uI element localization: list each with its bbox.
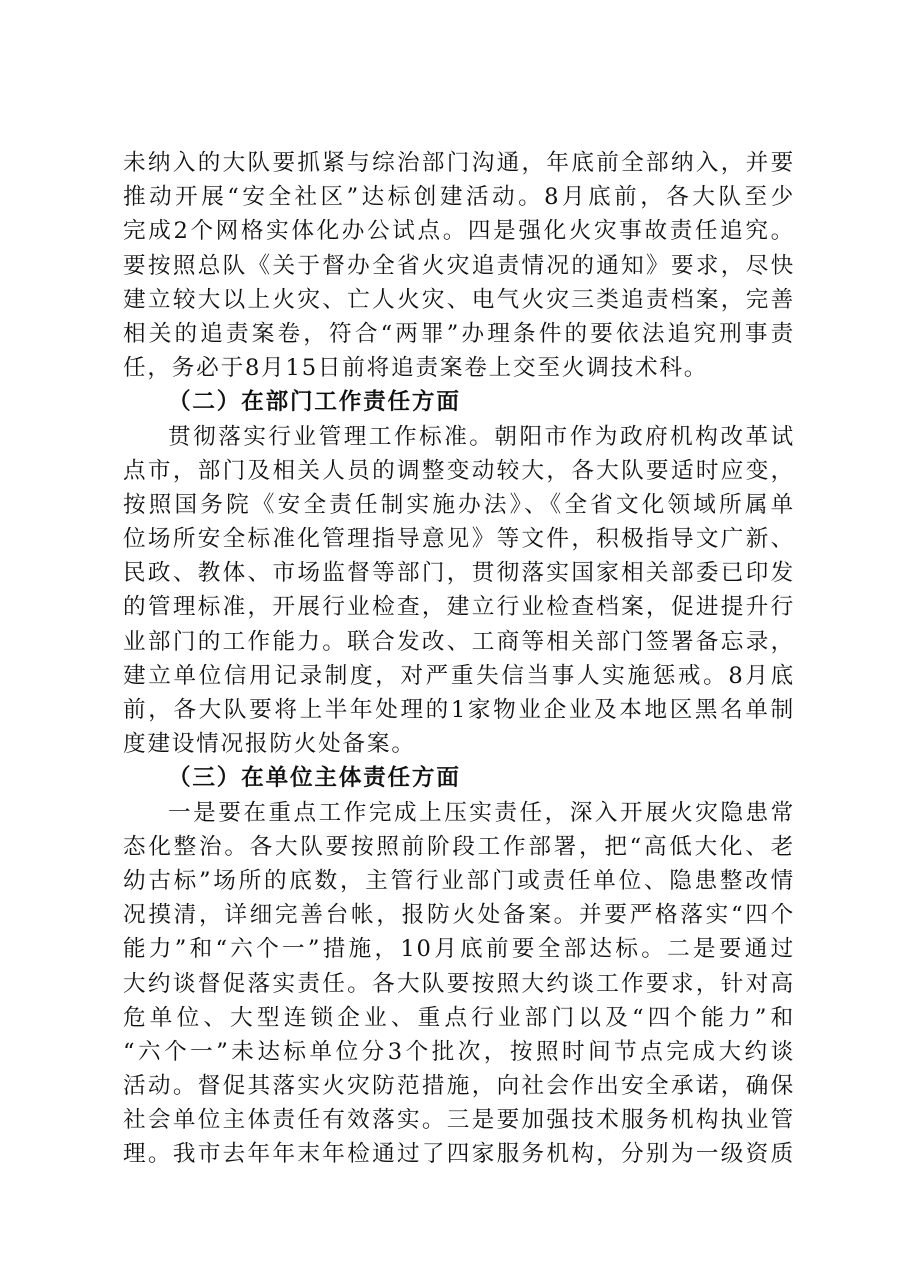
text-line: 建立单位信用记录制度，对严重失信当事人实施惩戒。8月底 — [123, 662, 795, 689]
text-line: 大约谈督促落实责任。各大队要按照大约谈工作要求，针对高 — [123, 970, 795, 997]
text-line: 任，务必于8月15日前将追责案卷上交至火调技术科。 — [123, 355, 709, 382]
text-line: 相关的追责案卷，符合“两罪”办理条件的要依法追究刑事责 — [123, 320, 795, 347]
text-line: 理。我市去年年末年检通过了四家服务机构，分别为一级资质 — [123, 1141, 795, 1168]
text-line: 推动开展“安全社区”达标创建活动。8月底前，各大队至少 — [123, 184, 795, 211]
paragraph-unit — [123, 796, 795, 1172]
text-line: 建立较大以上火灾、亡人火灾、电气火灾三类追责档案，完善 — [123, 286, 795, 313]
text-line: 前，各大队要将上半年处理的1家物业企业及本地区黑名单制 — [123, 697, 795, 723]
text-line: 危单位、大型连锁企业、重点行业部门以及“四个能力”和 — [123, 1004, 795, 1031]
text-line: 贯彻落实行业管理工作标准。朝阳市作为政府机构改革试 — [168, 423, 795, 450]
text-line: 一是要在重点工作完成上压实责任，深入开展火灾隐患常 — [168, 799, 795, 826]
text-line: 社会单位主体责任有效落实。三是要加强技术服务机构执业管 — [123, 1107, 795, 1134]
text-line: 业部门的工作能力。联合发改、工商等相关部门签署备忘录， — [123, 628, 795, 655]
text-line: 完成2个网格实体化办公试点。四是强化火灾事故责任追究。 — [123, 218, 795, 245]
text-line: 位场所安全标准化管理指导意见》等文件，积极指导文广新、 — [123, 526, 795, 553]
section-heading-3: （三）在单位主体责任方面 — [168, 765, 461, 792]
text-line: 民政、教体、市场监督等部门，贯彻落实国家相关部委已印发 — [123, 560, 795, 587]
text-line: 活动。督促其落实火灾防范措施，向社会作出安全承诺，确保 — [123, 1073, 795, 1100]
text-line: 按照国务院《安全责任制实施办法》、《全省文化领域所属单 — [123, 491, 795, 518]
paragraph-department — [123, 420, 795, 762]
text-line: 态化整治。各大队要按照前阶段工作部署，把“高低大化、老 — [123, 833, 795, 860]
text-line: “六个一”未达标单位分3个批次，按照时间节点完成大约谈 — [123, 1038, 795, 1065]
text-line: 要按照总队《关于督办全省火灾追责情况的通知》要求，尽快 — [123, 252, 795, 279]
text-line: 点市，部门及相关人员的调整变动较大，各大队要适时应变， — [123, 457, 795, 484]
text-line: 度建设情况报防火处备案。 — [123, 731, 416, 758]
text-line: 未纳入的大队要抓紧与综治部门沟通，年底前全部纳入，并要 — [123, 150, 795, 176]
text-line: 能力”和“六个一”措施，10月底前要全部达标。二是要通过 — [123, 936, 795, 963]
paragraph-continuation — [123, 146, 795, 385]
section-heading-2: （二）在部门工作责任方面 — [168, 389, 461, 416]
text-line: 况摸清，详细完善台帐，报防火处备案。并要严格落实“四个 — [123, 902, 795, 929]
document-page — [123, 146, 795, 1172]
text-line: 幼古标”场所的底数，主管行业部门或责任单位、隐患整改情 — [123, 867, 795, 894]
text-line: 的管理标准，开展行业检查，建立行业检查档案，促进提升行 — [123, 594, 795, 621]
